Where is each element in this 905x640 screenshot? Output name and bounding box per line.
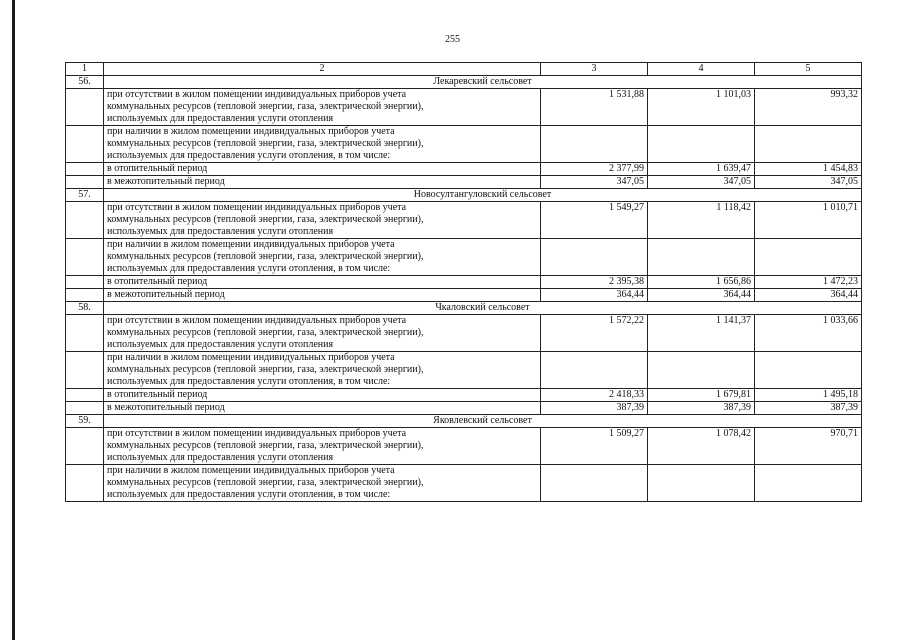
description-line: коммунальных ресурсов (тепловой энергии, газа, электрической энергии), [107,138,424,149]
column-number: 2 [104,63,541,76]
value-col4 [648,239,755,276]
value-col3 [541,126,648,163]
row-description [104,176,541,189]
column-number-row [66,63,862,76]
value-col5 [755,352,862,389]
description-line: при отсутствии в жилом помещении индивидуальных приборов учета [107,315,407,326]
description-line: коммунальных ресурсов (тепловой энергии, газа, электрической энергии), [107,251,424,262]
value-col3: 1 549,27 [541,202,648,239]
empty-number-cell [66,428,104,465]
section-header-row [66,302,862,315]
description-line: при отсутствии в жилом помещении индивидуальных приборов учета [107,428,407,439]
empty-number-cell [66,465,104,502]
column-number: 1 [66,63,104,76]
row-description [104,402,541,415]
empty-number-cell [66,315,104,352]
column-number: 3 [541,63,648,76]
section-header-row [66,76,862,89]
description-line: при наличии в жилом помещении индивидуальных приборов учета [107,126,395,137]
empty-number-cell [66,352,104,389]
value-col5: 387,39 [755,402,862,415]
description-line: при отсутствии в жилом помещении индивидуальных приборов учета [107,202,407,213]
row-description [104,428,541,465]
empty-number-cell [66,289,104,302]
value-col5 [755,239,862,276]
table-row [66,289,862,302]
empty-number-cell [66,176,104,189]
value-col4: 347,05 [648,176,755,189]
value-col3: 347,05 [541,176,648,189]
table-row [66,389,862,402]
value-col3 [541,352,648,389]
empty-number-cell [66,89,104,126]
value-col4: 1 141,37 [648,315,755,352]
empty-number-cell [66,202,104,239]
column-number: 5 [755,63,862,76]
description-line: при наличии в жилом помещении индивидуальных приборов учета [107,239,395,250]
description-line: в межотопительный период [107,402,225,413]
row-description [104,239,541,276]
value-col5: 347,05 [755,176,862,189]
description-line: используемых для предоставления услуги отопления, в том числе: [107,263,391,274]
value-col5: 1 495,18 [755,389,862,402]
description-line: используемых для предоставления услуги отопления [107,226,334,237]
description-line: в отопительный период [107,163,208,174]
value-col3: 1 509,27 [541,428,648,465]
table-row [66,126,862,163]
description-line: в межотопительный период [107,289,225,300]
value-col4: 1 656,86 [648,276,755,289]
description-line: коммунальных ресурсов (тепловой энергии, газа, электрической энергии), [107,327,424,338]
table-row [66,89,862,126]
value-col5: 1 033,66 [755,315,862,352]
description-line: коммунальных ресурсов (тепловой энергии, газа, электрической энергии), [107,101,424,112]
description-line: используемых для предоставления услуги отопления [107,113,334,124]
description-line: при наличии в жилом помещении индивидуальных приборов учета [107,352,395,363]
table-row [66,239,862,276]
description-line: используемых для предоставления услуги отопления [107,452,334,463]
empty-number-cell [66,402,104,415]
value-col3 [541,465,648,502]
section-number: 59. [66,415,104,428]
row-description [104,163,541,176]
row-description [104,465,541,502]
row-description [104,202,541,239]
row-description [104,89,541,126]
value-col5: 1 472,23 [755,276,862,289]
empty-number-cell [66,126,104,163]
section-header-row [66,189,862,202]
description-line: используемых для предоставления услуги отопления, в том числе: [107,150,391,161]
value-col4: 1 679,81 [648,389,755,402]
table-row [66,176,862,189]
description-line: при наличии в жилом помещении индивидуальных приборов учета [107,465,395,476]
value-col4 [648,126,755,163]
row-description [104,315,541,352]
value-col3: 2 418,33 [541,389,648,402]
value-col4: 1 078,42 [648,428,755,465]
row-description [104,389,541,402]
value-col5 [755,126,862,163]
table-row [66,352,862,389]
section-name: Лекаревский сельсовет [104,76,862,89]
column-number: 4 [648,63,755,76]
table-row [66,202,862,239]
description-line: коммунальных ресурсов (тепловой энергии, газа, электрической энергии), [107,440,424,451]
empty-number-cell [66,276,104,289]
section-header-row [66,415,862,428]
description-line: используемых для предоставления услуги отопления, в том числе: [107,489,391,500]
table-row [66,428,862,465]
row-description [104,126,541,163]
section-name: Новосултангуловский сельсовет [104,189,862,202]
value-col3: 387,39 [541,402,648,415]
description-line: коммунальных ресурсов (тепловой энергии, газа, электрической энергии), [107,364,424,375]
value-col4: 364,44 [648,289,755,302]
section-number: 57. [66,189,104,202]
tariff-table [65,62,862,502]
scan-edge [12,0,15,640]
section-number: 58. [66,302,104,315]
value-col4: 387,39 [648,402,755,415]
value-col5 [755,465,862,502]
table-row [66,315,862,352]
value-col3: 2 377,99 [541,163,648,176]
value-col4: 1 639,47 [648,163,755,176]
description-line: используемых для предоставления услуги отопления [107,339,334,350]
description-line: используемых для предоставления услуги отопления, в том числе: [107,376,391,387]
section-number: 56. [66,76,104,89]
description-line: в отопительный период [107,389,208,400]
value-col3: 2 395,38 [541,276,648,289]
description-line: при отсутствии в жилом помещении индивидуальных приборов учета [107,89,407,100]
empty-number-cell [66,389,104,402]
table-body [66,63,862,502]
description-line: коммунальных ресурсов (тепловой энергии, газа, электрической энергии), [107,477,424,488]
row-description [104,289,541,302]
empty-number-cell [66,163,104,176]
value-col4: 1 101,03 [648,89,755,126]
value-col4: 1 118,42 [648,202,755,239]
value-col3: 1 531,88 [541,89,648,126]
description-line: в отопительный период [107,276,208,287]
row-description [104,276,541,289]
table-row [66,276,862,289]
value-col5: 364,44 [755,289,862,302]
table-row [66,465,862,502]
value-col5: 1 454,83 [755,163,862,176]
section-name: Яковлевский сельсовет [104,415,862,428]
value-col5: 1 010,71 [755,202,862,239]
empty-number-cell [66,239,104,276]
value-col3 [541,239,648,276]
value-col3: 1 572,22 [541,315,648,352]
value-col3: 364,44 [541,289,648,302]
table-row [66,402,862,415]
description-line: в межотопительный период [107,176,225,187]
value-col4 [648,465,755,502]
page-number: 255 [445,34,460,45]
value-col5: 993,32 [755,89,862,126]
section-name: Чкаловский сельсовет [104,302,862,315]
value-col5: 970,71 [755,428,862,465]
row-description [104,352,541,389]
value-col4 [648,352,755,389]
table-row [66,163,862,176]
description-line: коммунальных ресурсов (тепловой энергии, газа, электрической энергии), [107,214,424,225]
